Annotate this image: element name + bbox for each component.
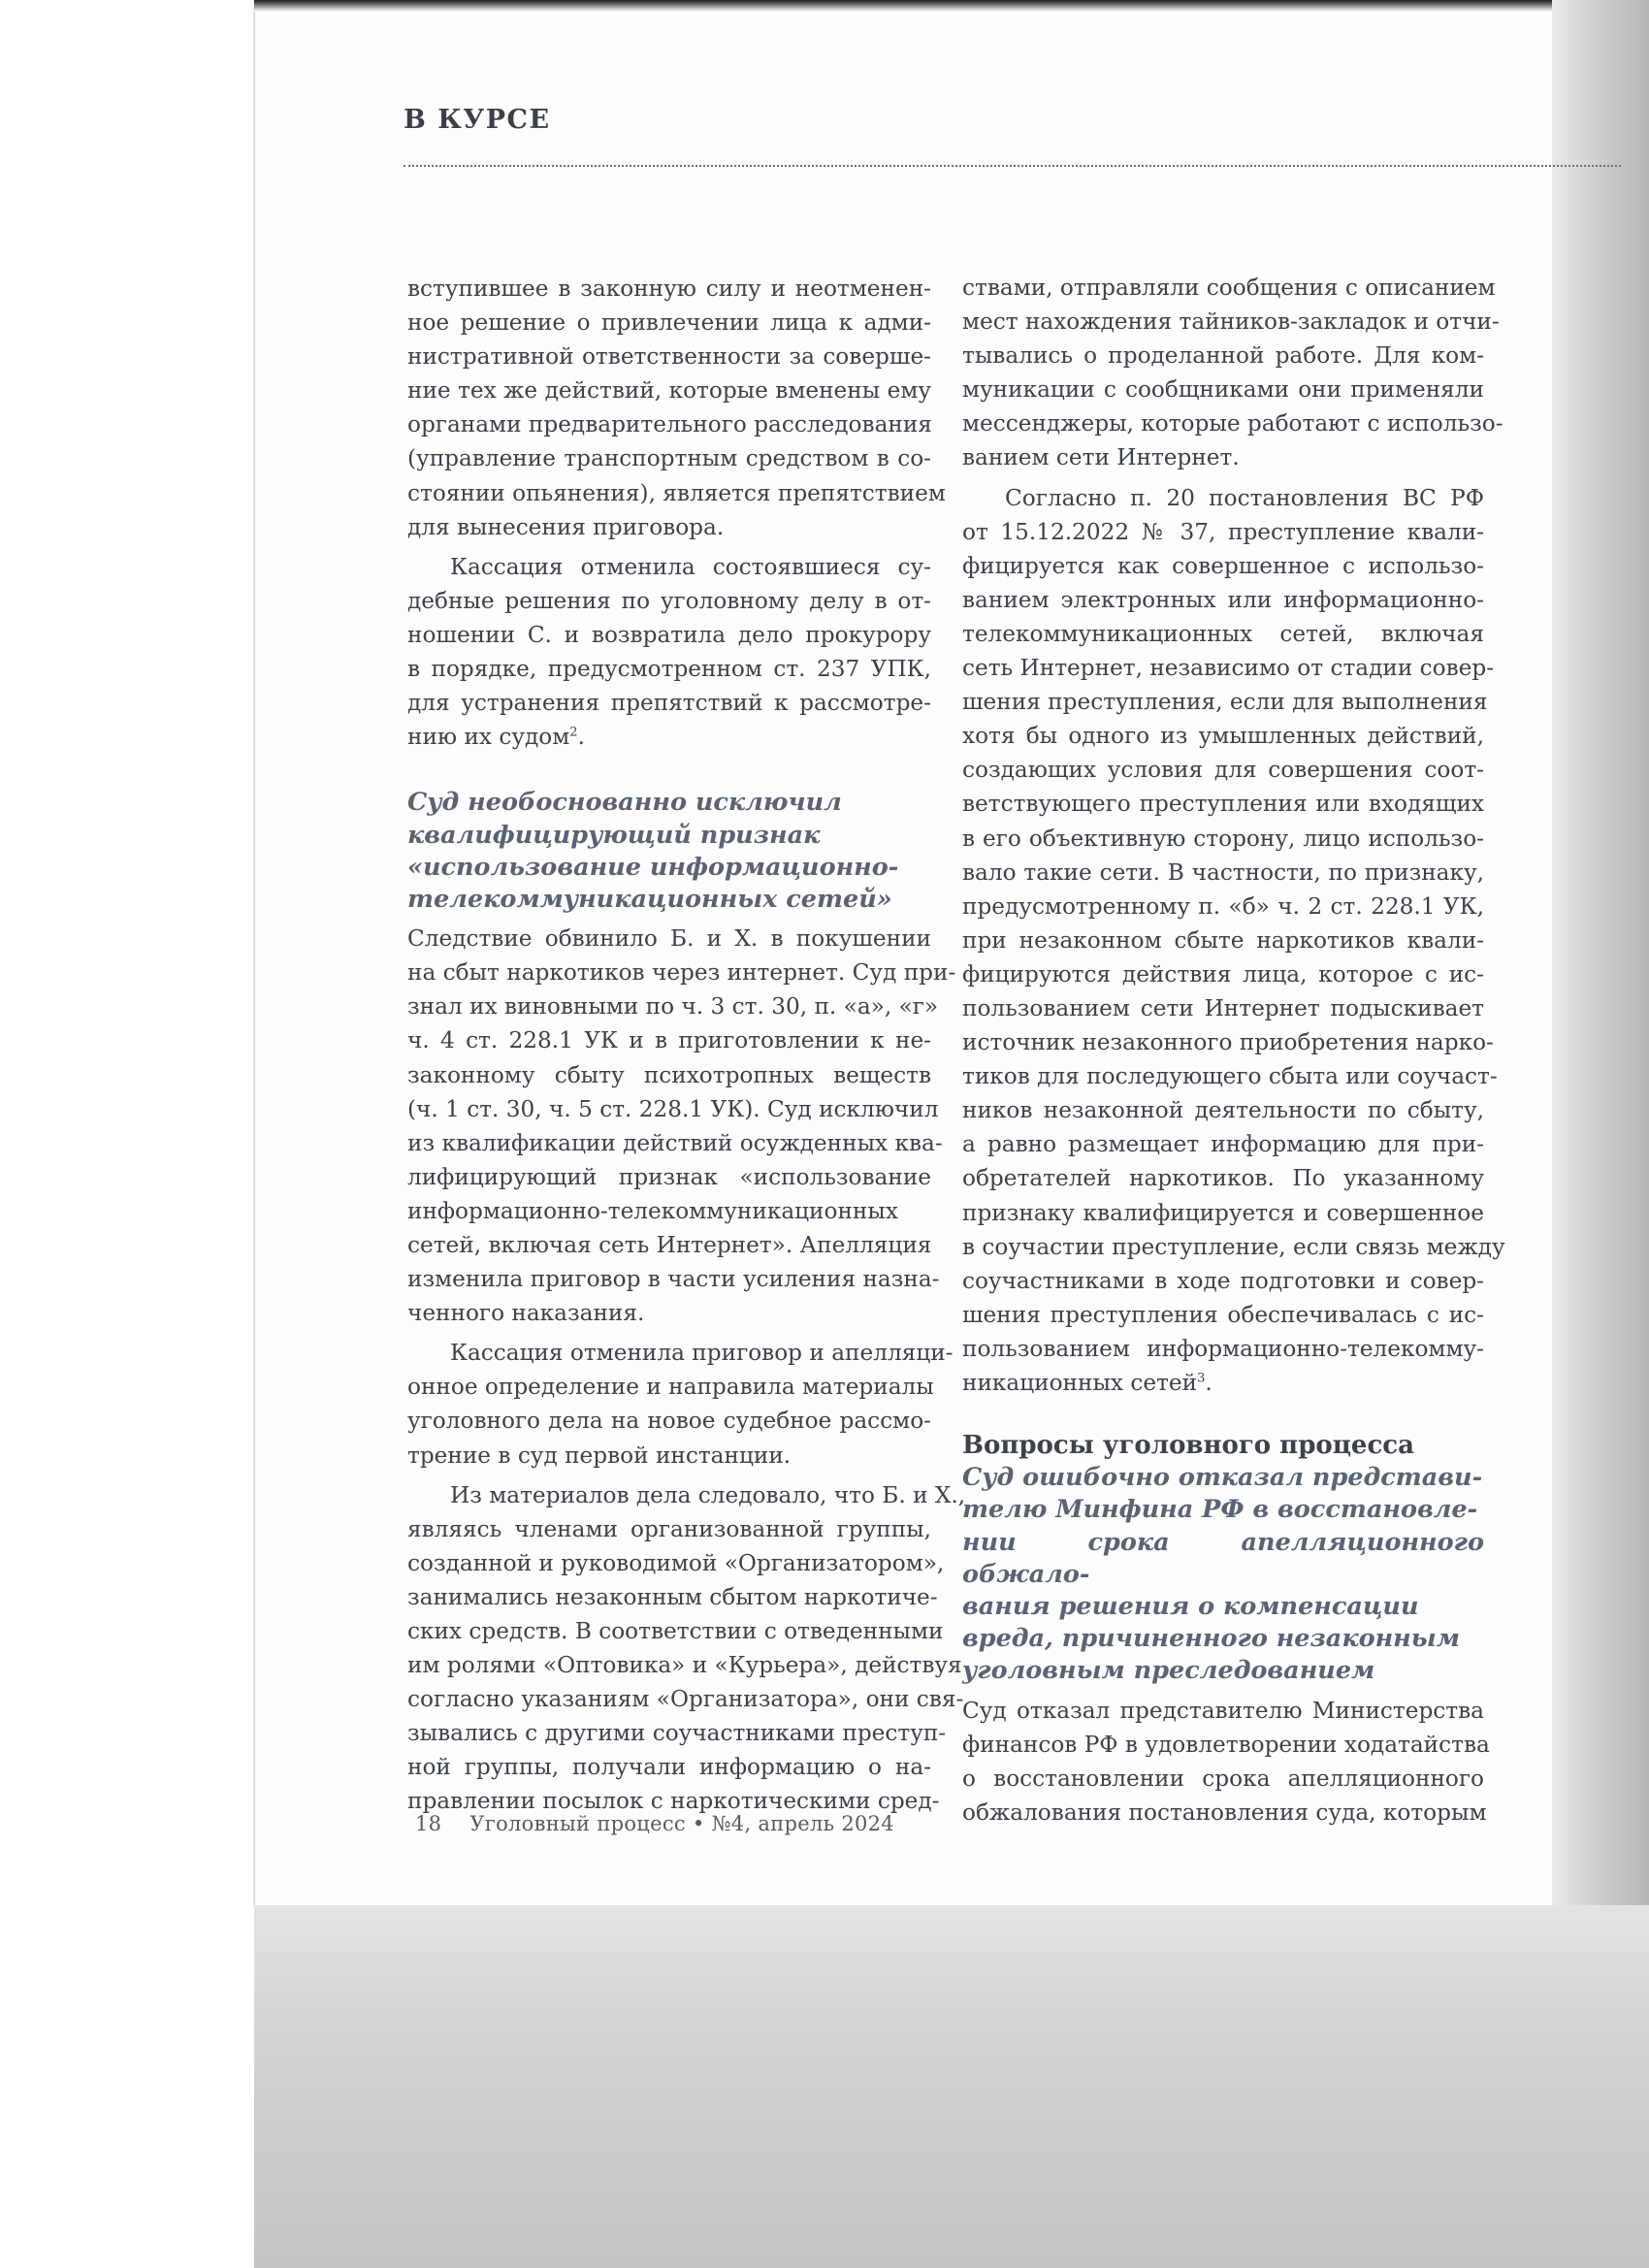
text-line: при незаконном сбыте наркотиков квали- bbox=[962, 926, 1484, 954]
text-line: в соучастии преступление, если связь между bbox=[962, 1233, 1505, 1260]
text-line: ников незаконной деятельности по сбыту, bbox=[962, 1097, 1484, 1124]
text-line: тывались о проделанной работе. Для ком- bbox=[962, 342, 1484, 370]
text-line: Суд отказал представителю Министерства bbox=[962, 1697, 1484, 1724]
text-line: ванием электронных или информационно- bbox=[962, 586, 1484, 613]
text-line: согласно указаниям «Организатора», они свя- bbox=[407, 1686, 964, 1713]
text-line: Кассация отменила состоявшиеся су- bbox=[450, 553, 931, 580]
text-line: ние тех же действий, которые вменены ему bbox=[407, 377, 931, 405]
text-line: пользованием информационно-телекомму- bbox=[962, 1335, 1484, 1362]
text-line: для вынесения приговора. bbox=[407, 513, 725, 540]
heading-line: телю Минфина РФ в восстановле- bbox=[962, 1495, 1478, 1525]
text-line: Согласно п. 20 постановления ВС РФ bbox=[1005, 484, 1484, 511]
text-line: информационно-телекоммуникационных bbox=[407, 1197, 898, 1224]
text-line: вало такие сети. В частности, по признаку, bbox=[962, 859, 1484, 886]
text-line: мест нахождения тайников-закладок и отчи- bbox=[962, 308, 1500, 336]
publication-title: Уголовный процесс • №4, апрель 2024 bbox=[469, 1812, 894, 1835]
text-fragment: . bbox=[577, 724, 585, 751]
text-line: обретателей наркотиков. По указанному bbox=[962, 1165, 1484, 1192]
text-line: для устранения препятствий к рассмотре- bbox=[407, 690, 931, 717]
text-line: пользованием сети Интернет подыскивает bbox=[962, 994, 1484, 1021]
text-line: в его объективную сторону, лицо использо- bbox=[962, 825, 1484, 852]
heading-line: Суд необоснованно исключил bbox=[407, 788, 842, 818]
paragraph bbox=[407, 550, 931, 755]
text-line: фицируются действия лица, которое с ис- bbox=[962, 960, 1484, 988]
text-line: изменила приговор в части усиления назна- bbox=[407, 1266, 940, 1293]
text-line: законному сбыту психотропных веществ bbox=[407, 1061, 931, 1088]
right-column bbox=[962, 271, 1505, 1830]
page-number: 18 bbox=[415, 1812, 442, 1835]
heading-line: телекоммуникационных сетей» bbox=[407, 884, 892, 914]
text-line: онное определение и направила материалы bbox=[407, 1374, 934, 1401]
text-line: Следствие обвинило Б. и Х. в покушении bbox=[407, 925, 931, 953]
text-line: органами предварительного расследования bbox=[407, 411, 932, 438]
section-header: В КУРСЕ bbox=[404, 105, 551, 135]
section-heading bbox=[407, 787, 931, 916]
text-line: лифицирующий признак «использование bbox=[407, 1163, 931, 1190]
text-line: тиков для последующего сбыта или соучаст- bbox=[962, 1063, 1498, 1090]
text-line: признаку квалифицируется и совершенное bbox=[962, 1199, 1484, 1226]
text-line: занимались незаконным сбытом наркотиче- bbox=[407, 1583, 938, 1610]
text-line: зывались с другими соучастниками преступ- bbox=[407, 1720, 947, 1747]
text-line: созданной и руководимой «Организатором», bbox=[407, 1549, 945, 1576]
text-line: в порядке, предусмотренном ст. 237 УПК, bbox=[407, 656, 931, 683]
footnote-ref: 2 bbox=[569, 725, 578, 740]
paragraph bbox=[962, 271, 1504, 475]
text-fragment: . bbox=[1205, 1370, 1212, 1396]
heading-line: Суд ошибочно отказал представи- bbox=[962, 1463, 1483, 1493]
page-top-edge bbox=[254, 0, 1649, 12]
text-line: (управление транспортным средством в со- bbox=[407, 445, 931, 472]
heading-line: «использование информационно- bbox=[407, 852, 899, 882]
paragraph bbox=[407, 272, 946, 544]
heading-line: вания решения о компенсации bbox=[962, 1591, 1419, 1621]
footnote-ref: 3 bbox=[1197, 1371, 1206, 1386]
text-line: хотя бы одного из умышленных действий, bbox=[962, 723, 1484, 750]
text-line: шения преступления обеспечивалась с ис- bbox=[962, 1301, 1484, 1328]
text-line: трение в суд первой инстанции. bbox=[407, 1442, 792, 1469]
text-line: правлении посылок с наркотическими сред- bbox=[407, 1788, 940, 1815]
text-line: шения преступления, если для выполнения bbox=[962, 689, 1488, 716]
text-line: телекоммуникационных сетей, включая bbox=[962, 620, 1484, 647]
heading-line: нии срока апелляционного обжало- bbox=[962, 1527, 1484, 1589]
paragraph bbox=[407, 1478, 966, 1819]
text-line: создающих условия для совершения соот- bbox=[962, 757, 1484, 784]
text-line: ских средств. В соответствии с отведенными bbox=[407, 1618, 944, 1644]
text-line: ное решение о привлечении лица к адми- bbox=[407, 309, 931, 337]
text-line: сетей, включая сеть Интернет». Апелляция bbox=[407, 1231, 932, 1258]
text-line bbox=[407, 720, 931, 754]
text-line: из квалификации действий осужденных ква- bbox=[407, 1129, 943, 1156]
left-column bbox=[407, 272, 966, 1819]
text-line: источник незаконного приобретения нарко- bbox=[962, 1029, 1494, 1056]
page-footer bbox=[415, 1812, 894, 1835]
text-line: соучастниками в ходе подготовки и совер- bbox=[962, 1267, 1484, 1294]
text-line: ветствующего преступления или входящих bbox=[962, 791, 1484, 818]
text-line: вступившее в законную силу и неотменен- bbox=[407, 275, 931, 302]
text-line: о восстановлении срока апелляционного bbox=[962, 1765, 1484, 1792]
text-line: им ролями «Оптовика» и «Курьера», действуя bbox=[407, 1652, 962, 1679]
text-line: от 15.12.2022 № 37, преступление квали- bbox=[962, 518, 1484, 545]
section-heading bbox=[962, 1429, 1484, 1687]
text-line: ной группы, получали информацию о на- bbox=[407, 1754, 931, 1781]
paragraph bbox=[962, 1694, 1490, 1830]
text-line: фицируется как совершенное с использо- bbox=[962, 552, 1484, 579]
text-line: ствами, отправляли сообщения с описанием bbox=[962, 275, 1496, 301]
text-line: предусмотренному п. «б» ч. 2 ст. 228.1 УК, bbox=[962, 892, 1484, 920]
text-line bbox=[962, 1366, 1484, 1400]
text-line: ченного наказания. bbox=[407, 1300, 645, 1327]
paragraph bbox=[407, 922, 956, 1330]
scan-bottom-area bbox=[254, 1905, 1649, 2268]
text-line: дебные решения по уголовному делу в от- bbox=[407, 587, 931, 614]
text-line: ч. 4 ст. 228.1 УК и в приготовлении к не- bbox=[407, 1027, 931, 1054]
paragraph bbox=[407, 1336, 954, 1472]
text-fragment: нию их судом bbox=[407, 724, 570, 751]
text-fragment: никационных сетей bbox=[962, 1370, 1198, 1396]
heading-line: квалифицирующий признак bbox=[407, 820, 821, 850]
text-line: сеть Интернет, независимо от стадии совер- bbox=[962, 655, 1495, 682]
heading-line: уголовным преследованием bbox=[962, 1656, 1375, 1686]
text-line: финансов РФ в удовлетворении ходатайства bbox=[962, 1731, 1490, 1758]
text-line: стоянии опьянения), является препятствием bbox=[407, 479, 946, 506]
text-line: мессенджеры, которые работают с использо- bbox=[962, 410, 1504, 437]
text-line: муникации с сообщниками они применяли bbox=[962, 376, 1484, 404]
heading-line: вреда, причиненного незаконным bbox=[962, 1624, 1460, 1654]
text-line: уголовного дела на новое судебное рассмо- bbox=[407, 1408, 931, 1435]
text-line: Из материалов дела следовало, что Б. и Х., bbox=[450, 1481, 966, 1508]
text-line: (ч. 1 ст. 30, ч. 5 ст. 228.1 УК). Суд исключил bbox=[407, 1095, 939, 1122]
text-line: на сбыт наркотиков через интернет. Суд при- bbox=[407, 959, 956, 987]
text-line: Кассация отменила приговор и апелляци- bbox=[450, 1340, 954, 1367]
paragraph bbox=[962, 481, 1505, 1401]
text-line: являясь членами организованной группы, bbox=[407, 1515, 931, 1542]
rubric-heading: Вопросы уголовного процесса bbox=[962, 1431, 1414, 1461]
text-line: нистративной ответственности за соверше- bbox=[407, 343, 931, 371]
text-line: ванием сети Интернет. bbox=[962, 444, 1240, 471]
text-line: знал их виновными по ч. 3 ст. 30, п. «а», «г» bbox=[407, 993, 939, 1021]
header-dotted-rule bbox=[404, 165, 1621, 167]
text-line: обжалования постановления суда, которым bbox=[962, 1798, 1487, 1826]
text-line: ношении С. и возвратила дело прокурору bbox=[407, 621, 931, 648]
text-line: а равно размещает информацию для при- bbox=[962, 1131, 1484, 1158]
